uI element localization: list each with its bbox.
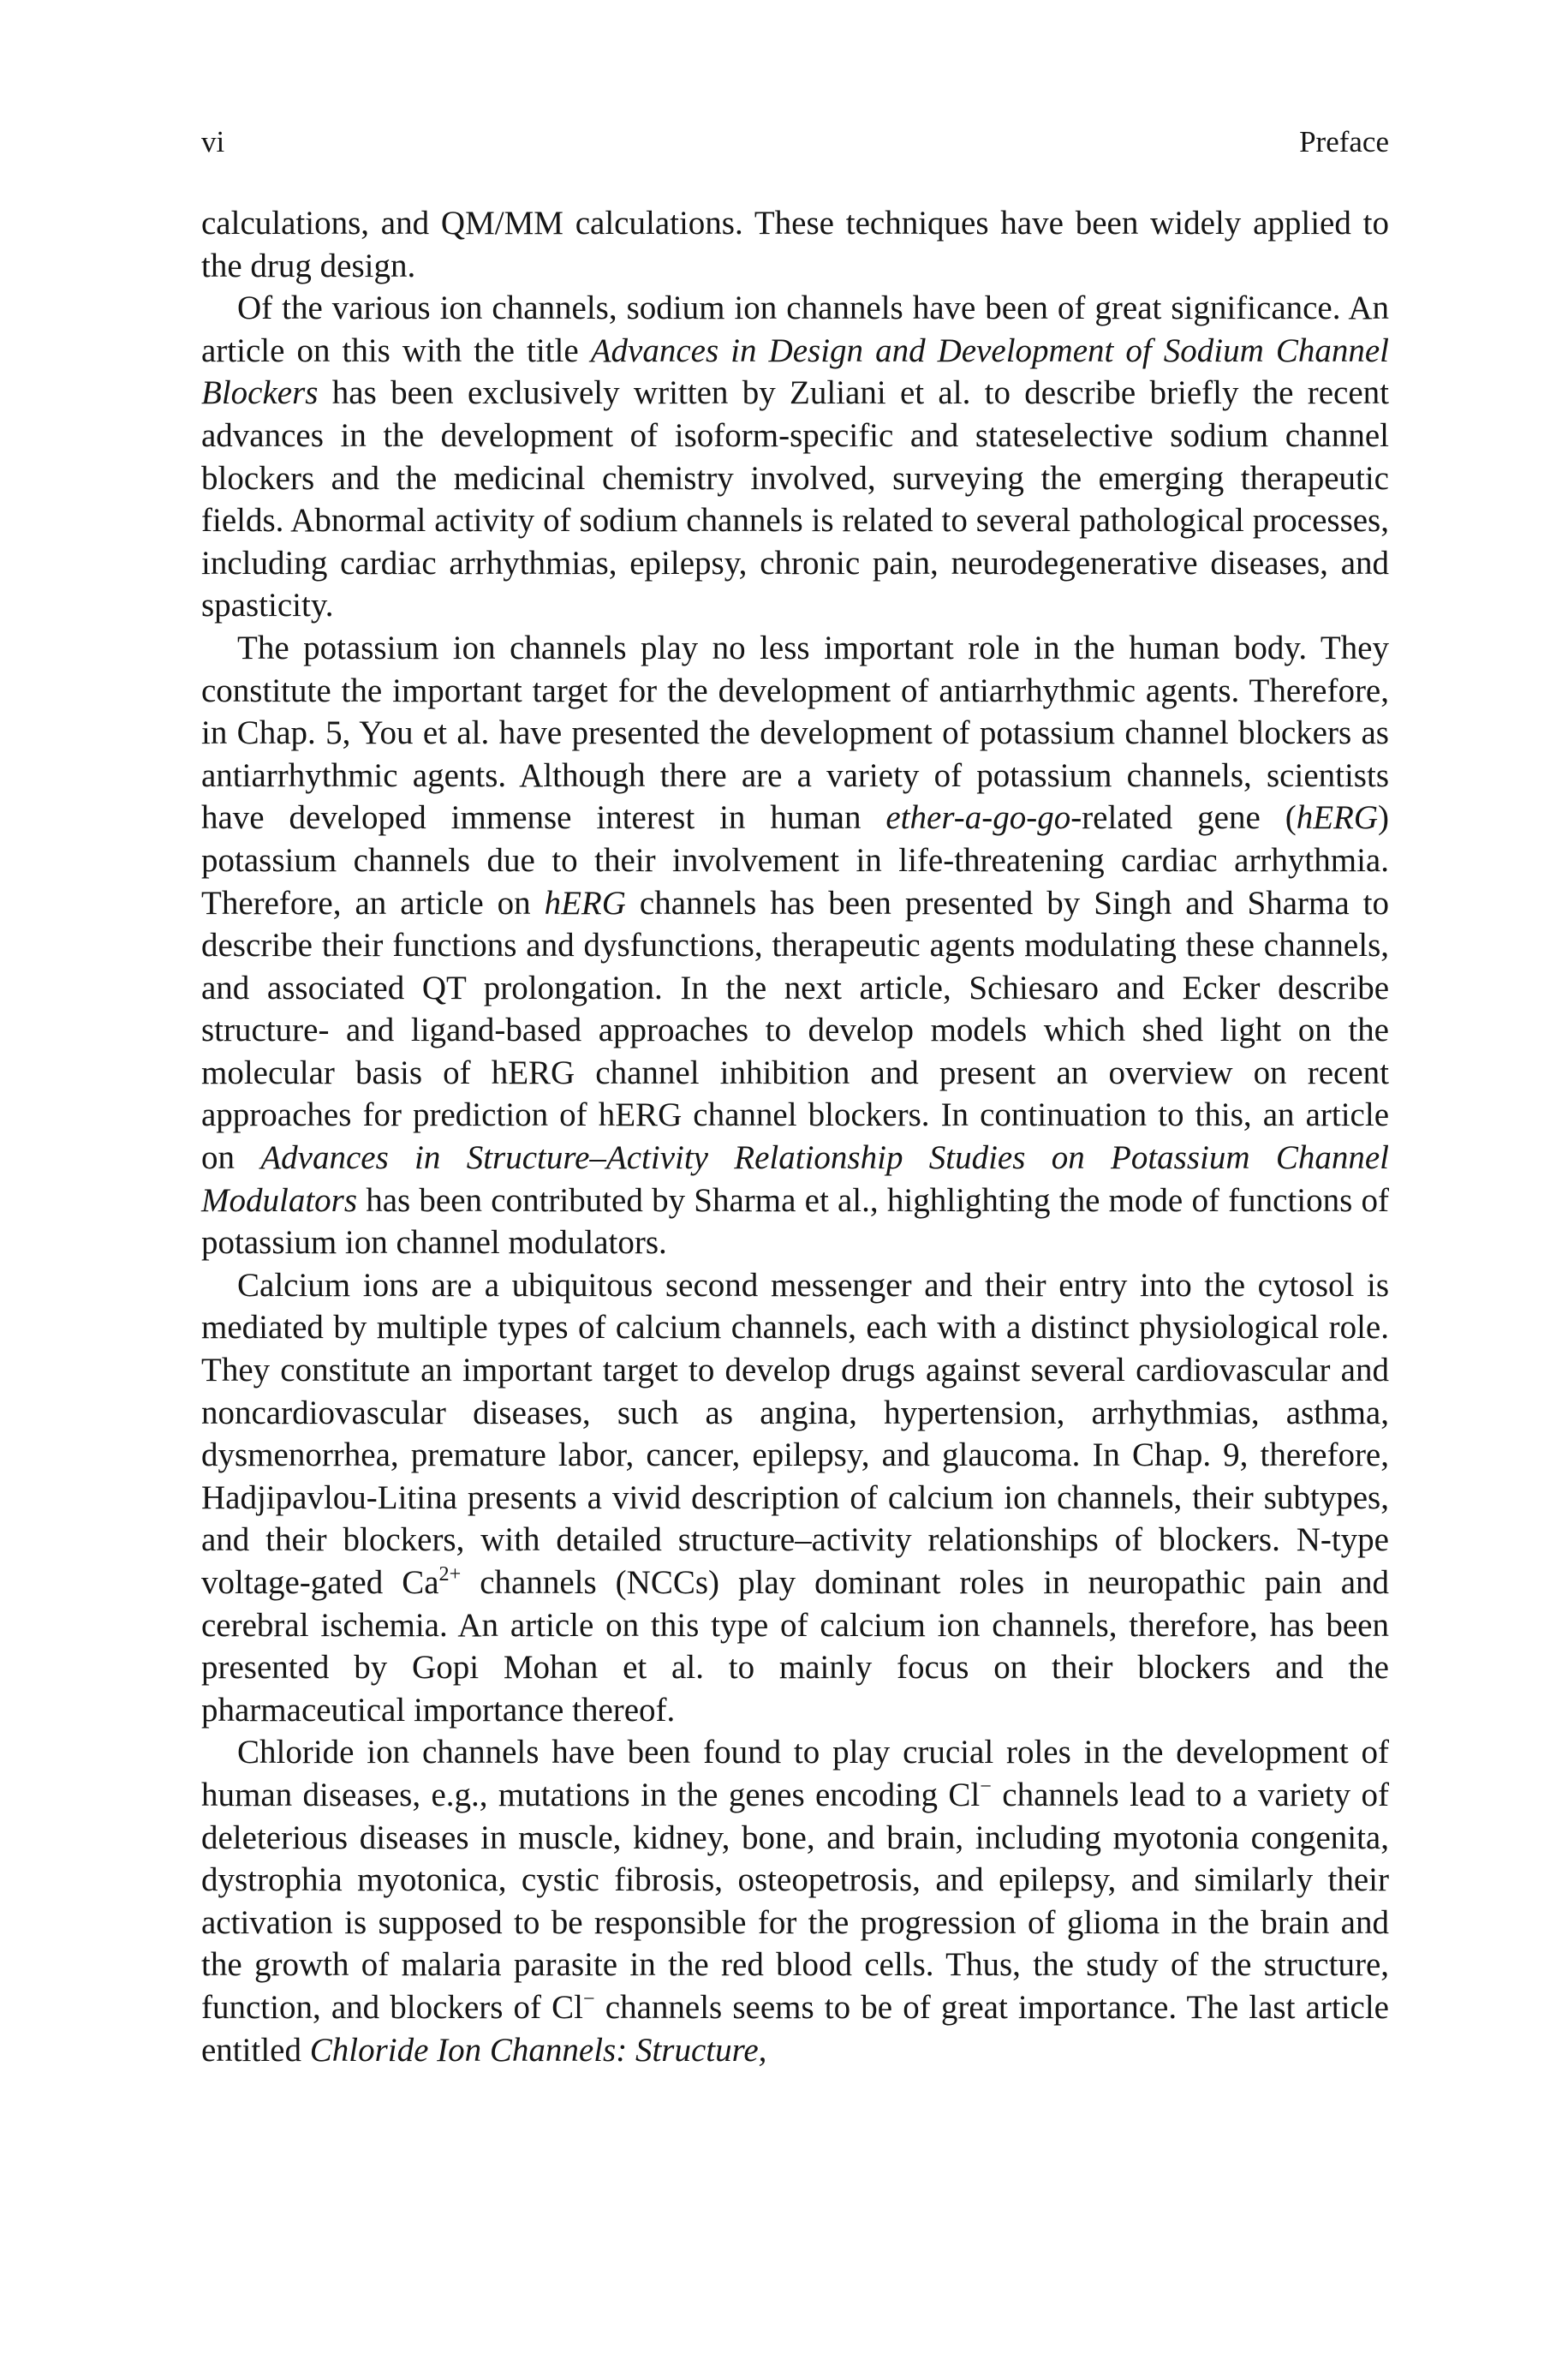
paragraph-text: calculations, and QM/MM calculations. These techniques have been widely applied to the drug design. bbox=[201, 205, 1389, 284]
paragraph-text: Of the various ion channels, sodium ion channels have been of great significance. An article on this with the title bbox=[201, 290, 1389, 369]
gene-name-ether-a-go-go: ether-a-go-go bbox=[885, 799, 1071, 837]
paragraph-text: Calcium ions are a ubiquitous second messenger and their entry into the cytosol is mediated by multiple types of calcium channels, each with a distinct physiological role. They constitute an important target to develop drugs against several cardiovascular and noncardiovascular diseases, such as angina, hypertension, arrhythmias, asthma, dysmenorrhea, premature labor, cancer, epilepsy, and glaucoma. In Chap. 9, therefore, Hadjipavlou-Litina presents a vivid description of calcium ion channels, their subtypes, and their blockers, with detailed structure–activity relationships of blockers. N-type voltage-gated Ca bbox=[201, 1266, 1389, 1601]
superscript-charge: 2+ bbox=[438, 1562, 462, 1586]
running-head bbox=[201, 122, 1389, 163]
paragraph-text: channels (NCCs) play dominant roles in neuropathic pain and cerebral ischemia. An article on this type of calcium ion channels, therefore, has been presented by Gopi Mohan et al. to mainly focus on their blockers and the pharmaceutical importance thereof. bbox=[201, 1564, 1390, 1729]
paragraph-potassium-channels bbox=[201, 627, 1389, 1264]
paragraph-text: has been contributed by Sharma et al., highlighting the mode of functions of potassium ion channel modulators. bbox=[201, 1181, 1389, 1262]
paragraph-text: -related gene ( bbox=[1070, 799, 1297, 837]
article-title-potassium: Advances in Structure–Activity Relationship Studies on Potassium Channel Modulators bbox=[201, 1139, 1389, 1219]
paragraph-calcium-channels bbox=[201, 1264, 1389, 1732]
paragraph-text: has been exclusively written by Zuliani et al. to describe briefly the recent advances in the development of isoform-specific and stateselective sodium channel blockers and the medicinal chemistry involved, surveying the emerging therapeutic fields. Abnormal activity of sodium channels is related to several pathological processes, including cardiac arrhythmias, epilepsy, chronic pain, neurodegenerative diseases, and spasticity. bbox=[201, 374, 1389, 624]
paragraph-sodium-channels bbox=[201, 287, 1389, 627]
article-title-chloride: Chloride Ion Channels: Structure, bbox=[309, 2031, 767, 2069]
paragraph-text: ) potassium channels due to their involvement in life-threatening cardiac arrhythmia. Therefore, an article on bbox=[201, 799, 1389, 922]
running-head-title: Preface bbox=[1299, 125, 1389, 158]
superscript-charge: − bbox=[583, 1986, 595, 2010]
paragraph-text: channels lead to a variety of deleterious diseases in muscle, kidney, bone, and brain, including myotonia congenita, dystrophia myotonica, cystic fibrosis, osteopetrosis, and epilepsy, and similarly their activation is supposed to be responsible for the progression of glioma in the brain and the growth of malaria parasite in the red blood cells. Thus, the study of the structure, function, and blockers of Cl bbox=[201, 1776, 1390, 2026]
superscript-charge: − bbox=[980, 1774, 992, 1798]
paragraph-text: The potassium ion channels play no less important role in the human body. They constitute the important target for the development of antiarrhythmic agents. Therefore, in Chap. 5, You et al. have presented the development of potassium channel blockers as antiarrhythmic agents. Although there are a variety of potassium channels, scientists have developed immense interest in human bbox=[201, 629, 1389, 837]
gene-abbrev-herg: hERG bbox=[1296, 799, 1378, 837]
page-number: vi bbox=[201, 125, 225, 158]
article-title-sodium: Advances in Design and Development of Sodium Channel Blockers bbox=[201, 331, 1389, 412]
gene-abbrev-herg: hERG bbox=[544, 884, 626, 922]
paragraph-chloride-channels bbox=[201, 1731, 1389, 2071]
body-text bbox=[201, 202, 1389, 2071]
paragraph-text: Chloride ion channels have been found to play crucial roles in the development of human diseases, e.g., mutations in the genes encoding Cl bbox=[201, 1734, 1389, 1813]
paragraph-text: channels has been presented by Singh and Sharma to describe their functions and dysfunctions, therapeutic agents modulating these channels, and associated QT prolongation. In the next article, Schiesaro and Ecker describe structure- and ligand-based approaches to develop models which shed light on the molecular basis of hERG channel inhibition and present an overview on recent approaches for prediction of hERG channel blockers. In continuation to this, an article on bbox=[201, 884, 1389, 1177]
paragraph-qmmm-continuation bbox=[201, 202, 1389, 287]
paragraph-text: channels seems to be of great importance. The last article entitled bbox=[201, 1988, 1389, 2069]
